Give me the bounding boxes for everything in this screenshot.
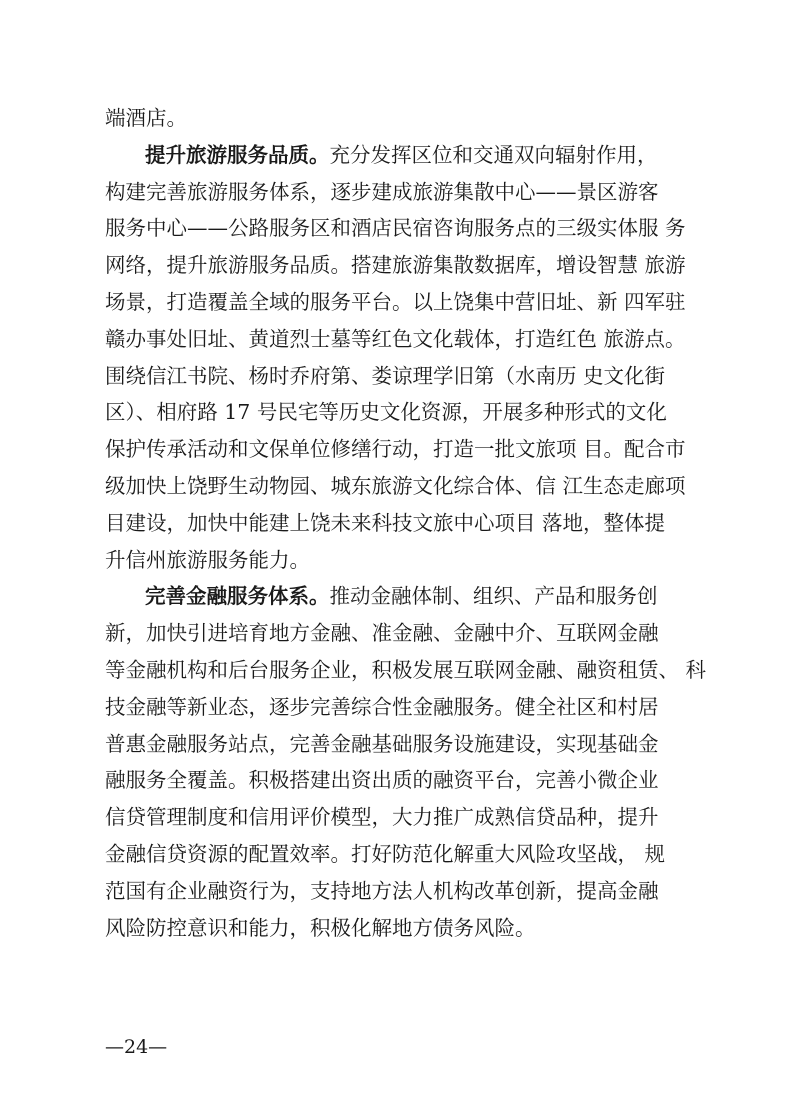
text-line [105,247,705,284]
text-line [105,210,705,247]
line-text: 信贷管理制度和信用评价模型，大力推广成熟信贷品种，提升 [105,805,659,830]
text-line [105,358,705,395]
text-line [105,284,705,321]
text-line [105,542,705,579]
text-line [105,799,705,836]
line-text: 区）、相府路 17 号民宅等历史文化资源，开展多种形式的文化 [105,400,667,425]
text-line [105,873,705,910]
line-text: 赣办事处旧址、黄道烈士墓等红色文化载体，打造红色 旅游点。 [105,326,686,351]
text-line [105,689,705,726]
page-number: —24— [105,1036,168,1058]
line-text: 技金融等新业态，逐步完善综合性金融服务。健全社区和村居 [105,694,659,719]
line-text: 范国有企业融资行为，支持地方法人机构改革创新，提高金融 [105,878,659,903]
text-line [105,726,705,763]
line-text: 充分发挥区位和交通双向辐射作用， [329,142,658,167]
text-line [105,468,705,505]
text-line [105,174,705,211]
line-text: 围绕信江书院、杨时乔府第、娄谅理学旧第（水南历 史文化街 [105,363,666,388]
line-text: 端酒店。 [105,106,187,130]
line-text: 服务中心——公路服务区和酒店民宿咨询服务点的三级实体服 务 [105,216,686,241]
line-text: 风险防控意识和能力，积极化解地方债务风险。 [105,915,536,940]
text-line [105,321,705,358]
line-text: 融服务全覆盖。积极搭建出资出质的融资平台，完善小微企业 [105,768,659,793]
text-line [105,100,705,137]
text-line [105,505,705,542]
line-text: 普惠金融服务站点，完善金融基础服务设施建设，实现基础金 [105,731,659,756]
line-text: 场景，打造覆盖全域的服务平台。以上饶集中营旧址、新 四军驻 [105,289,686,314]
line-text: 等金融机构和后台服务企业，积极发展互联网金融、融资租赁、 科 [105,657,707,682]
line-text: 网络，提升旅游服务品质。搭建旅游集散数据库，增设智慧 旅游 [105,253,686,278]
text-line [105,652,705,689]
text-line [105,137,705,174]
text-line [105,762,705,799]
text-line [105,615,705,652]
section-heading: 提升旅游服务品质。 [145,142,330,167]
text-line [105,836,705,873]
line-text: 构建完善旅游服务体系，逐步建成旅游集散中心——景区游客 [105,179,659,204]
line-text: 推动金融体制、组织、产品和服务创 [329,584,658,609]
text-line [105,578,705,615]
line-text: 新，加快引进培育地方金融、准金融、金融中介、互联网金融 [105,621,659,646]
text-line [105,394,705,431]
text-line [105,910,705,947]
line-text: 保护传承活动和文保单位修缮行动，打造一批文旅项 目。配合市 [105,437,686,462]
line-text: 升信州旅游服务能力。 [105,547,310,572]
text-line [105,431,705,468]
section-heading: 完善金融服务体系。 [145,584,330,609]
line-text: 级加快上饶野生动物园、城东旅游文化综合体、信 江生态走廊项 [105,473,686,498]
line-text: 目建设，加快中能建上饶未来科技文旅中心项目 落地，整体提 [105,510,666,535]
body-text [105,100,705,946]
line-text: 金融信贷资源的配置效率。打好防范化解重大风险攻坚战， 规 [105,841,666,866]
